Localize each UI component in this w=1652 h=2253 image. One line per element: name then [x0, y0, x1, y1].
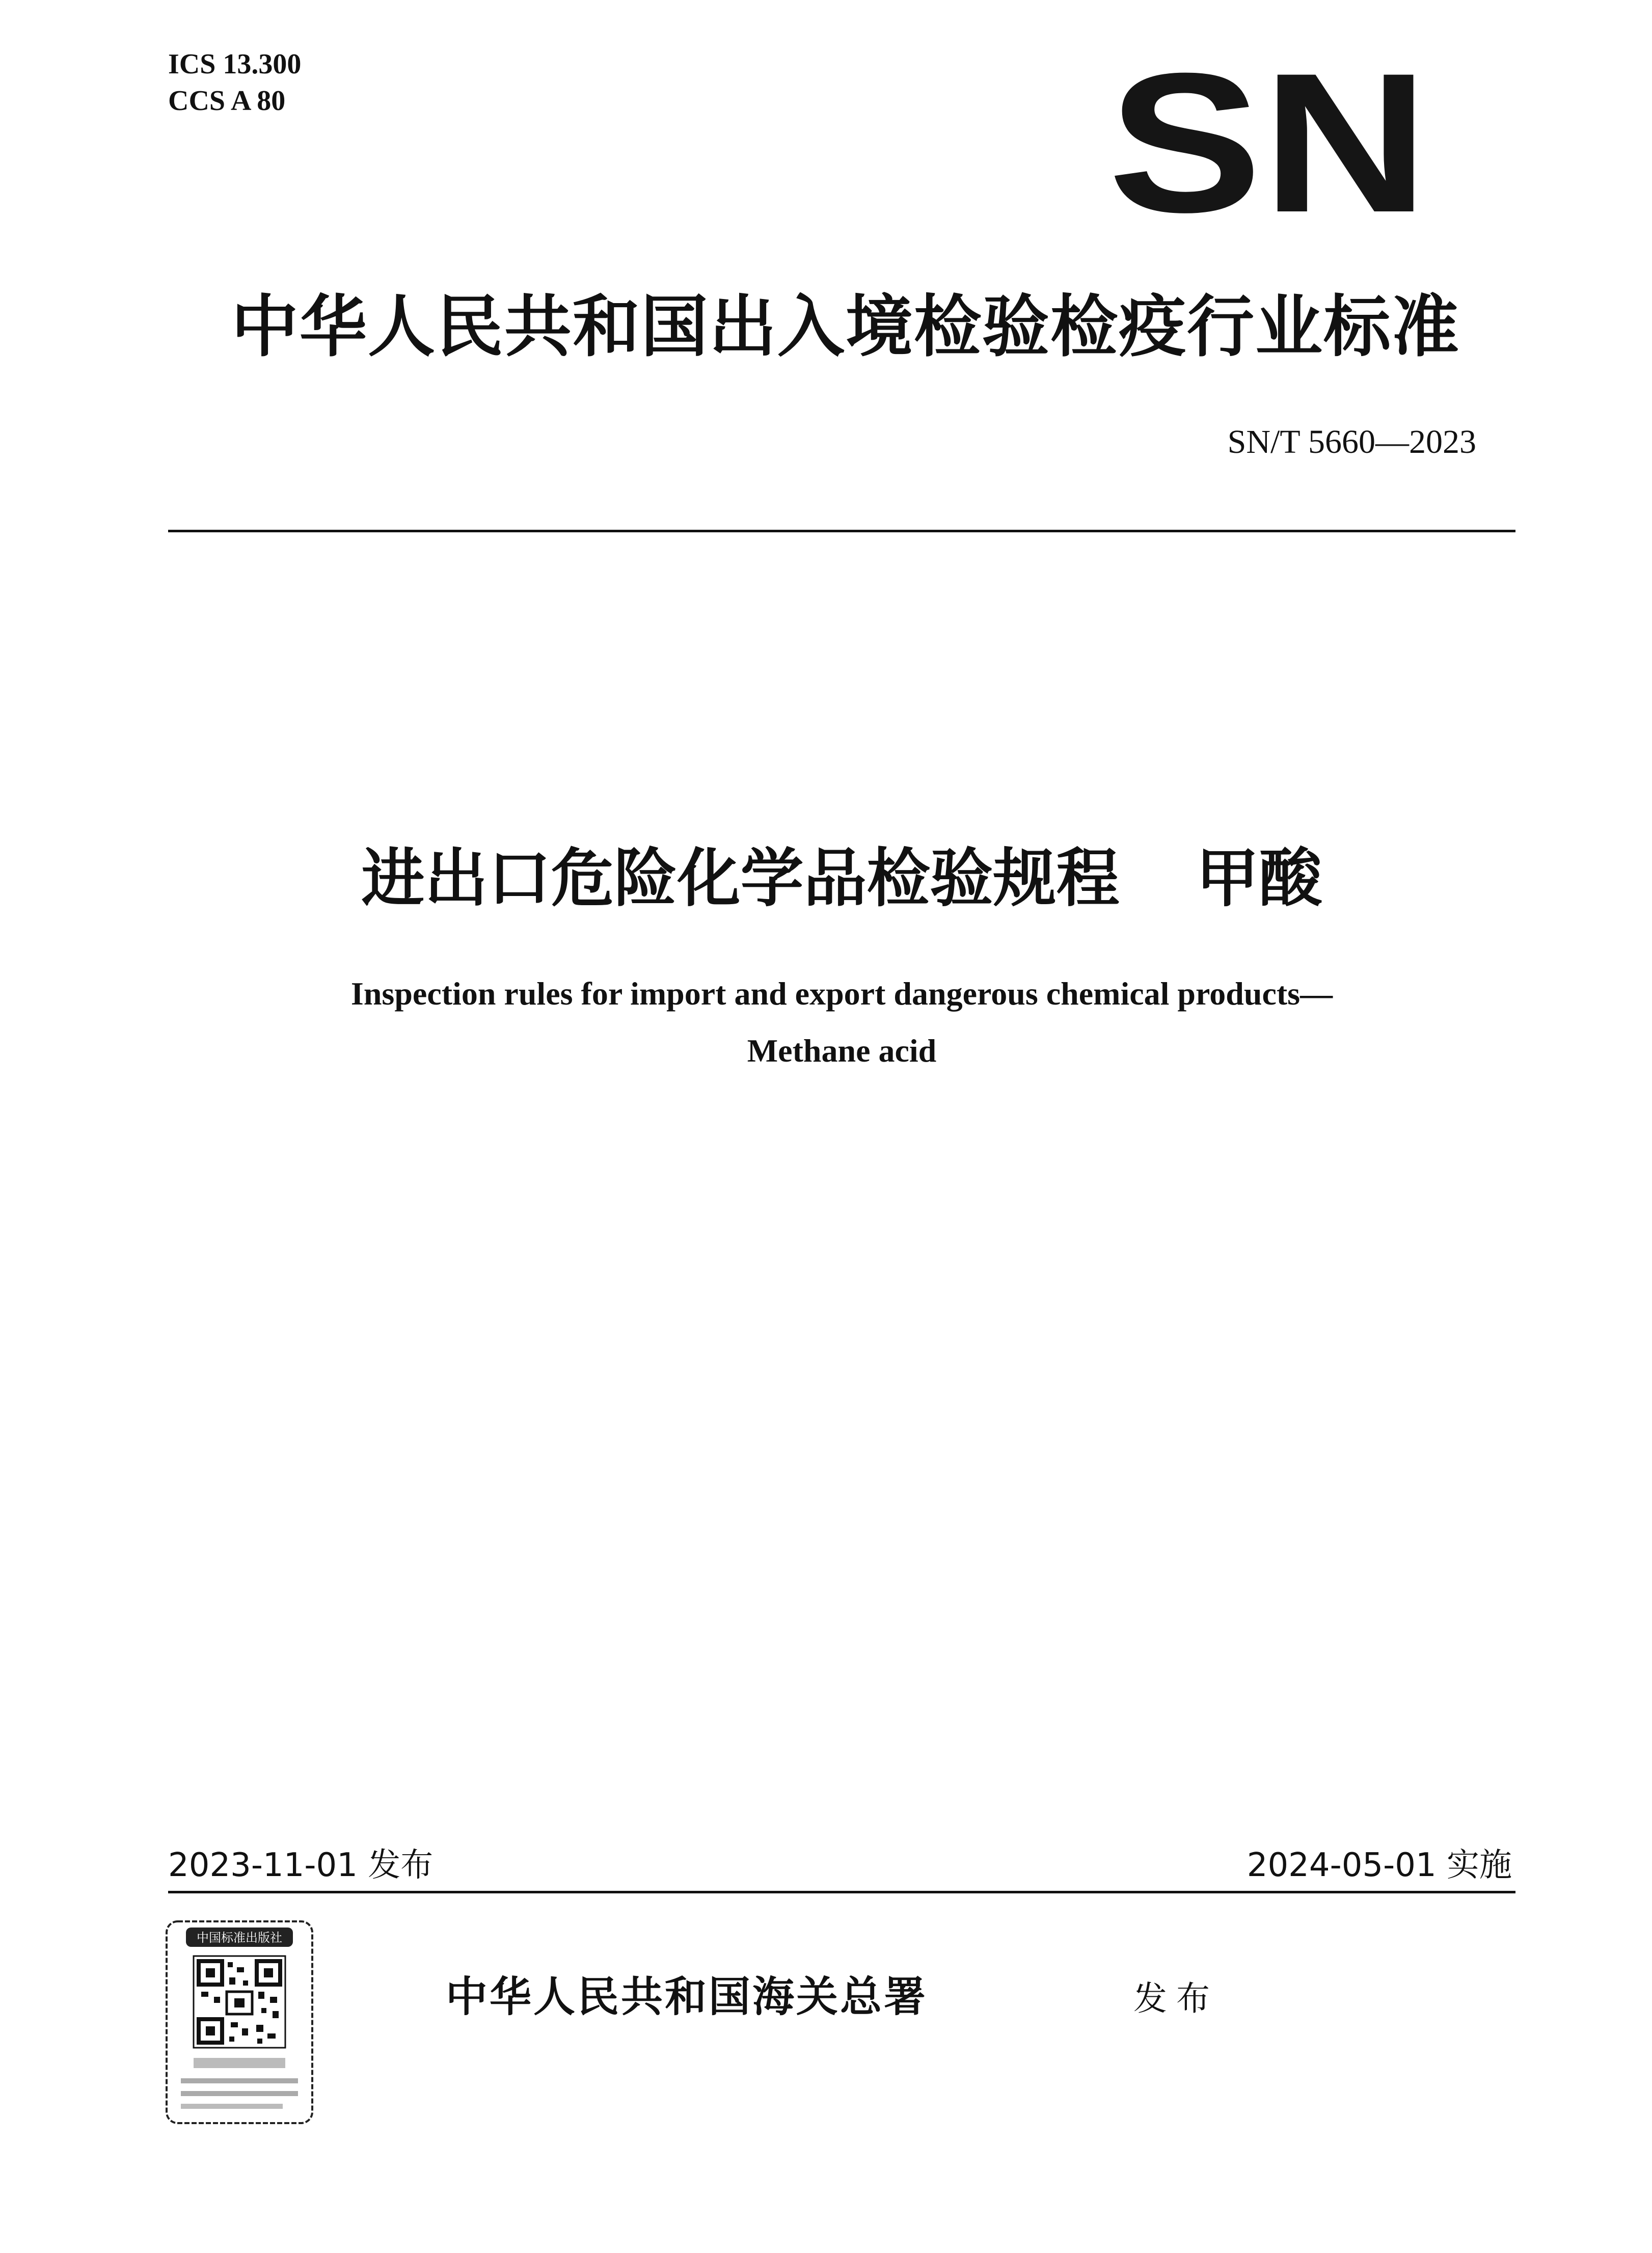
implementation-date: 2024-05-01 实施: [1247, 1847, 1512, 1884]
title-english: [168, 965, 1515, 1079]
ccs-code: CCS A 80: [168, 85, 286, 117]
publisher-suffix: 发布: [1133, 1979, 1219, 2018]
title-chinese-sub: 甲酸: [1196, 842, 1322, 915]
ics-code: ICS 13.300: [168, 48, 302, 80]
title-english-line-2: Methane acid: [747, 1033, 937, 1069]
sn-logo: [1105, 66, 1431, 219]
publisher-name: 中华人民共和国海关总署: [446, 1972, 928, 2021]
issue-date: 2023-11-01 发布: [168, 1847, 434, 1884]
qr-card-label: 中国标准出版社: [197, 1931, 282, 1945]
title-english-line-1: Inspection rules for import and export dangerous chemical products—: [350, 975, 1333, 1012]
standard-number: SN/T 5660—2023: [1227, 423, 1476, 460]
qr-code-card: [166, 1920, 313, 2124]
qr-code-icon: [194, 1956, 285, 2048]
top-divider: [168, 530, 1515, 532]
sn-logo-text: SN: [1108, 66, 1429, 219]
bottom-divider: [168, 1891, 1515, 1893]
title-chinese: [168, 828, 1515, 918]
classification-codes: [168, 46, 301, 119]
title-chinese-main: 进出口危险化学品检验规程: [361, 842, 1120, 915]
standard-authority: 中华人民共和国出入境检验检疫行业标准: [231, 288, 1460, 366]
